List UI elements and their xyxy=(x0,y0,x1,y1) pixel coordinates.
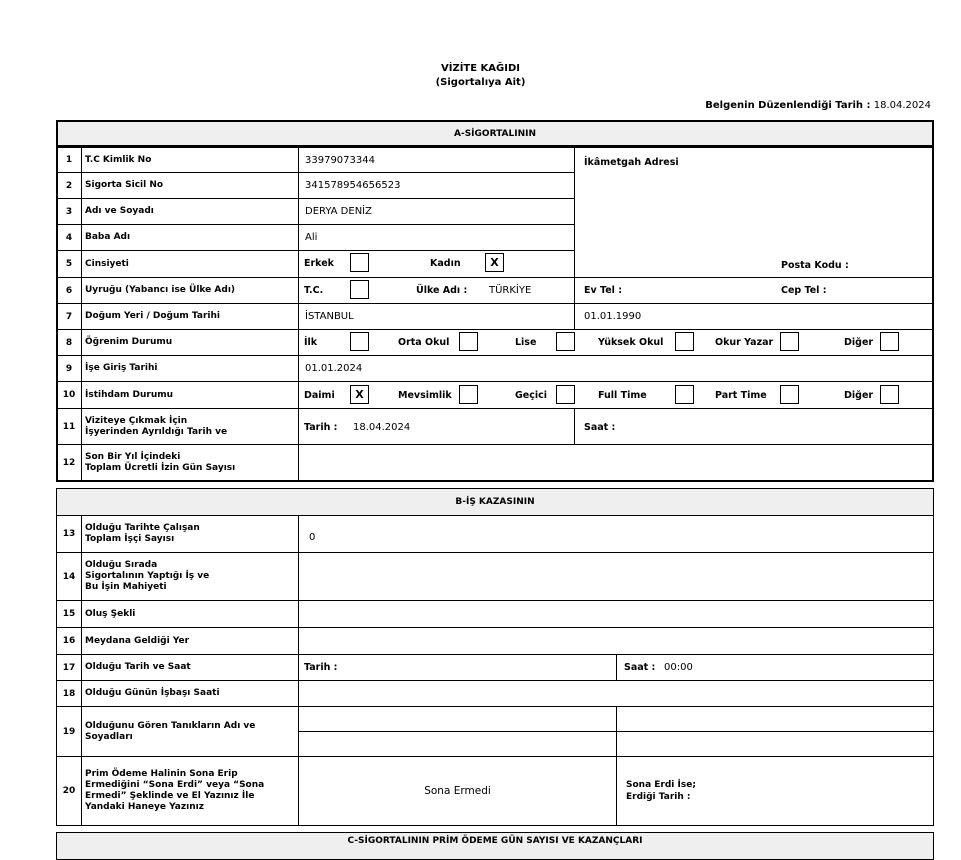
education-option-checkbox[interactable] xyxy=(780,332,799,351)
row-number: 9 xyxy=(56,355,82,382)
education-option-checkbox[interactable] xyxy=(459,332,478,351)
birth-date-value: 01.01.1990 xyxy=(574,303,934,330)
mobile-phone-label: Cep Tel : xyxy=(781,285,827,296)
row-label: Öğrenim Durumu xyxy=(81,329,299,356)
education-option-checkbox[interactable] xyxy=(556,332,575,351)
row-label xyxy=(81,756,299,826)
leave-days-cell xyxy=(298,444,934,482)
row-label-line: Son Bir Yıl İçindeki xyxy=(85,452,181,462)
row-number: 20 xyxy=(56,756,82,826)
row-label-line: Bu İşin Mahiyeti xyxy=(85,582,167,592)
education-option-label: Yüksek Okul xyxy=(598,337,664,348)
employment-option-checkbox[interactable] xyxy=(880,385,899,404)
gender-male-label: Erkek xyxy=(304,258,334,269)
job-description-cell xyxy=(298,552,934,601)
row-label-line: Olduğu Tarihte Çalışan xyxy=(85,523,200,533)
row-number: 11 xyxy=(56,408,82,445)
visit-time-cell xyxy=(574,408,934,445)
employment-option-checkbox[interactable] xyxy=(675,385,694,404)
row-number: 10 xyxy=(56,381,82,409)
row-label-line: Olduğunu Gören Tanıkların Adı ve xyxy=(85,720,256,731)
row-label-line: Toplam Ücretli İzin Gün Sayısı xyxy=(85,463,236,473)
visit-date-label: Tarih : xyxy=(304,422,338,433)
worker-count-value: 0 xyxy=(298,515,934,553)
row-number: 2 xyxy=(56,172,82,199)
employment-option-label: Mevsimlik xyxy=(398,390,452,401)
row-label: Baba Adı xyxy=(81,224,299,251)
row-number: 18 xyxy=(56,680,82,707)
occurrence-cell xyxy=(298,600,934,628)
title: VİZİTE KAĞIDI xyxy=(440,63,520,74)
start-date-value: 01.01.2024 xyxy=(298,355,934,382)
employment-option-checkbox[interactable]: X xyxy=(350,385,369,404)
home-phone-label: Ev Tel : xyxy=(584,285,623,296)
row-number: 15 xyxy=(56,600,82,628)
row-label: Oluş Şekli xyxy=(81,600,299,628)
row-label: Cinsiyeti xyxy=(81,250,299,278)
row-label xyxy=(81,515,299,553)
gender-male-checkbox[interactable] xyxy=(350,253,369,272)
employment-option-label: Diğer xyxy=(844,390,874,401)
row-label xyxy=(81,408,299,445)
row-number: 16 xyxy=(56,627,82,655)
witness-cell xyxy=(298,731,617,757)
row-number: 1 xyxy=(56,147,82,173)
document-title xyxy=(0,62,961,90)
row-number: 6 xyxy=(56,277,82,304)
row-label-line: Toplam İşçi Sayısı xyxy=(85,534,175,544)
row-number: 8 xyxy=(56,329,82,356)
row-number: 19 xyxy=(56,706,82,757)
row-number: 14 xyxy=(56,552,82,601)
row-label: Doğum Yeri / Doğum Tarihi xyxy=(81,303,299,330)
subtitle: (Sigortalıya Ait) xyxy=(435,77,526,88)
employment-option-label: Geçici xyxy=(515,390,548,401)
gender-female-label: Kadın xyxy=(430,258,461,269)
section-c-header: C-SİGORTALININ PRİM ÖDEME GÜN SAYISI VE KAZANÇLARI xyxy=(56,832,934,860)
premium-end-line: Sona Erdi İse; xyxy=(626,780,696,790)
row-number: 4 xyxy=(56,224,82,251)
row-label-line: Prim Ödeme Halinin Sona Erip xyxy=(85,769,238,779)
section-a-header: A-SİGORTALININ xyxy=(56,120,934,147)
address-label: İkâmetgah Adresi xyxy=(584,157,679,168)
gender-female-checkbox[interactable]: X xyxy=(485,253,504,272)
row-label: İşe Giriş Tarihi xyxy=(81,355,299,382)
employment-option-label: Daimi xyxy=(304,390,335,401)
row-number: 17 xyxy=(56,654,82,681)
employment-option-checkbox[interactable] xyxy=(459,385,478,404)
shift-start-cell xyxy=(298,680,934,707)
education-option-label: Diğer xyxy=(844,337,874,348)
nationality-tc-checkbox[interactable] xyxy=(350,280,369,299)
nationality-tc-label: T.C. xyxy=(304,285,324,296)
issue-date-value: 18.04.2024 xyxy=(873,100,931,111)
row-number: 13 xyxy=(56,515,82,553)
row-label-line: Ermediğini “Sona Erdi” veya “Sona xyxy=(85,780,265,790)
row-number: 7 xyxy=(56,303,82,330)
accident-time-value: 00:00 xyxy=(664,662,693,673)
row-label: Uyruğu (Yabancı ise Ülke Adı) xyxy=(81,277,299,304)
row-label: Olduğu Günün İşbaşı Saati xyxy=(81,680,299,707)
education-option-label: İlk xyxy=(304,337,318,348)
row-number: 3 xyxy=(56,198,82,225)
insurance-number-value: 341578954656523 xyxy=(298,172,575,199)
education-option-label: Orta Okul xyxy=(398,337,450,348)
country-value: TÜRKİYE xyxy=(489,285,532,296)
row-label-line: Soyadları xyxy=(85,731,133,742)
row-label: Meydana Geldiği Yer xyxy=(81,627,299,655)
accident-date-cell xyxy=(298,654,617,681)
premium-end-line: Erdiği Tarih : xyxy=(626,792,691,802)
row-label-line: Sigortalının Yaptığı İş ve xyxy=(85,571,210,581)
row-label xyxy=(81,706,299,757)
row-label-line: Olduğu Sırada xyxy=(85,560,158,570)
education-option-checkbox[interactable] xyxy=(880,332,899,351)
premium-end-cell xyxy=(616,756,934,826)
accident-date-label: Tarih : xyxy=(304,662,338,673)
row-label: T.C Kimlik No xyxy=(81,147,299,173)
location-cell xyxy=(298,627,934,655)
row-label-line: İşyerinden Ayrıldığı Tarih ve xyxy=(85,426,228,437)
row-label xyxy=(81,552,299,601)
issue-date xyxy=(705,100,931,111)
row-label: Olduğu Tarih ve Saat xyxy=(81,654,299,681)
row-label xyxy=(81,444,299,482)
employment-option-label: Full Time xyxy=(598,390,647,401)
phone-cell xyxy=(574,277,934,304)
witness-cell xyxy=(616,731,934,757)
premium-status-value: Sona Ermedi xyxy=(298,756,617,826)
education-option-label: Okur Yazar xyxy=(715,337,774,348)
employment-option-label: Part Time xyxy=(715,390,767,401)
row-number: 5 xyxy=(56,250,82,278)
name-value: DERYA DENİZ xyxy=(298,198,575,225)
father-name-value: Ali xyxy=(298,224,575,251)
education-option-checkbox[interactable] xyxy=(675,332,694,351)
employment-option-checkbox[interactable] xyxy=(780,385,799,404)
row-number: 12 xyxy=(56,444,82,482)
row-label-line: Ermedi” Şeklinde ve El Yazınız İle xyxy=(85,791,255,801)
postal-code-label: Posta Kodu : xyxy=(781,260,849,271)
witness-cell xyxy=(616,706,934,732)
section-b-header: B-İŞ KAZASININ xyxy=(56,488,934,516)
accident-time-label: Saat : xyxy=(624,662,656,673)
education-option-label: Lise xyxy=(515,337,537,348)
visit-date-cell xyxy=(298,408,575,445)
row-label: Adı ve Soyadı xyxy=(81,198,299,225)
country-label: Ülke Adı : xyxy=(416,285,468,296)
visit-date-value: 18.04.2024 xyxy=(353,422,411,433)
row-label-line: Yandaki Haneye Yazınız xyxy=(85,802,204,812)
row-label: Sigorta Sicil No xyxy=(81,172,299,199)
tc-id-value: 33979073344 xyxy=(298,147,575,173)
birth-place-value: İSTANBUL xyxy=(298,303,575,330)
education-option-checkbox[interactable] xyxy=(350,332,369,351)
witness-cell xyxy=(298,706,617,732)
issue-date-label: Belgenin Düzenlendiği Tarih : xyxy=(705,100,871,111)
row-label-line: Viziteye Çıkmak İçin xyxy=(85,415,188,426)
row-label: İstihdam Durumu xyxy=(81,381,299,409)
employment-option-checkbox[interactable] xyxy=(556,385,575,404)
visit-time-label: Saat : xyxy=(584,422,616,433)
